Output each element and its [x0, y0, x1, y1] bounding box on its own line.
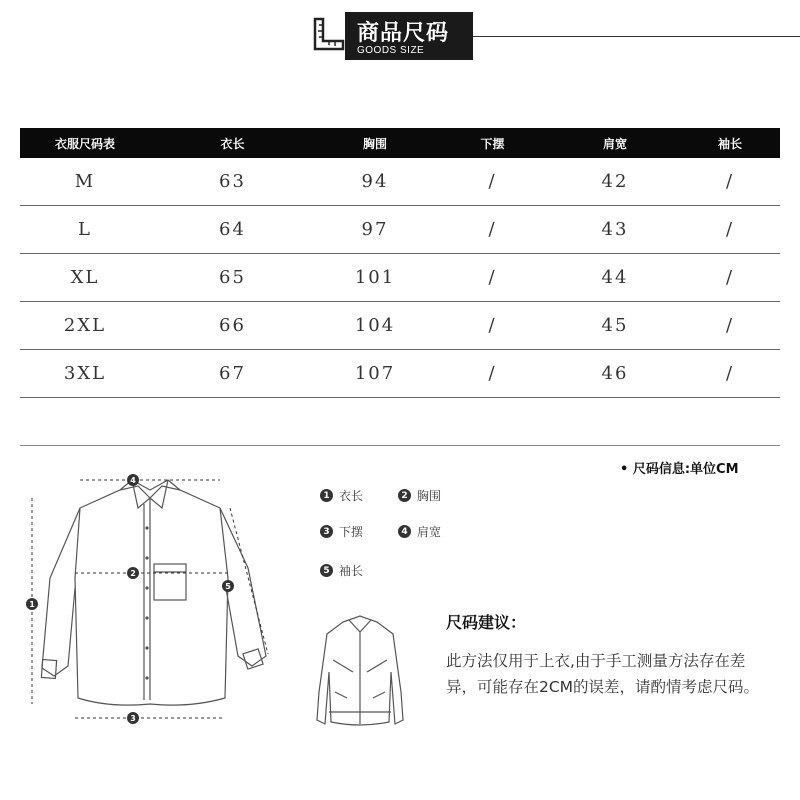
- legend-number: 4: [398, 525, 411, 538]
- table-cell: /: [488, 267, 497, 288]
- legend-item: [320, 562, 363, 579]
- legend-label: 肩宽: [417, 525, 442, 539]
- table-cell: 101: [354, 267, 396, 288]
- table-cell: 64: [219, 219, 246, 240]
- page-subtitle: GOODS SIZE: [357, 45, 425, 56]
- legend-label: 胸围: [417, 489, 442, 503]
- table-cell: 45: [601, 315, 629, 336]
- shirt-measurement-diagram: [20, 468, 280, 730]
- legend-label: 下摆: [339, 525, 364, 539]
- section-divider: [20, 445, 780, 446]
- page-header: [0, 0, 800, 70]
- table-cell: 63: [219, 171, 246, 192]
- column-header: 胸围: [362, 136, 387, 151]
- table-cell: /: [488, 171, 497, 192]
- table-row: [20, 350, 780, 398]
- page-title: 商品尺码: [357, 20, 450, 46]
- table-header: [20, 128, 780, 158]
- legend-number: 1: [320, 489, 333, 502]
- legend-label: 袖长: [339, 564, 364, 578]
- table-cell: /: [725, 219, 735, 240]
- table-cell: L: [78, 219, 92, 240]
- table-cell: 2XL: [63, 315, 107, 336]
- unit-note: • 尺码信息:单位CM: [620, 462, 739, 477]
- table-cell: /: [488, 315, 497, 336]
- table-cell: /: [725, 315, 735, 336]
- column-header: 肩宽: [602, 136, 627, 151]
- table-cell: /: [488, 363, 497, 384]
- title-box: [345, 12, 473, 60]
- table-cell: 66: [219, 315, 246, 336]
- legend-item: [398, 487, 441, 504]
- marker-1: 1: [29, 600, 35, 609]
- table-cell: /: [725, 363, 735, 384]
- legend-label: 衣长: [339, 489, 364, 503]
- table-cell: 43: [601, 219, 629, 240]
- table-cell: 44: [601, 267, 629, 288]
- legend-item: [320, 523, 363, 540]
- marker-4: 4: [130, 476, 136, 485]
- column-header: 衣服尺码表: [54, 136, 115, 151]
- table-row: [20, 206, 780, 254]
- table-cell: 67: [219, 363, 246, 384]
- measurement-legend: [320, 484, 460, 584]
- legend-item: [320, 487, 363, 504]
- header-divider: [473, 36, 800, 37]
- table-cell: XL: [70, 267, 100, 288]
- jacket-icon: [313, 612, 408, 730]
- column-header: 下摆: [480, 136, 505, 151]
- table-cell: 46: [601, 363, 629, 384]
- legend-number: 2: [398, 489, 411, 502]
- ruler-icon: [313, 17, 345, 51]
- table-cell: 107: [354, 363, 396, 384]
- table-row: [20, 302, 780, 350]
- advice-text: 此方法仅用于上衣,由于手工测量方法存在差异，可能存在2CM的误差，请酌情考虑尺码。: [446, 652, 760, 696]
- legend-item: [398, 523, 441, 540]
- marker-3: 3: [130, 714, 136, 723]
- table-cell: /: [488, 219, 497, 240]
- marker-5: 5: [225, 582, 231, 591]
- table-cell: 97: [361, 219, 389, 240]
- table-cell: /: [725, 171, 735, 192]
- table-cell: 94: [361, 171, 389, 192]
- marker-2: 2: [130, 569, 136, 578]
- column-header: 衣长: [220, 136, 245, 151]
- diagram-markers: [26, 474, 234, 724]
- table-cell: /: [725, 267, 735, 288]
- column-header: 袖长: [717, 136, 742, 151]
- table-cell: 42: [601, 171, 629, 192]
- table-row: [20, 254, 780, 302]
- table-cell: 104: [354, 315, 396, 336]
- table-row: [20, 158, 780, 206]
- advice-title: 尺码建议：: [446, 613, 527, 632]
- legend-number: 5: [320, 564, 333, 577]
- table-cell: M: [74, 171, 96, 192]
- legend-number: 3: [320, 525, 333, 538]
- size-table: [20, 128, 780, 398]
- table-cell: 3XL: [63, 363, 107, 384]
- table-cell: 65: [219, 267, 246, 288]
